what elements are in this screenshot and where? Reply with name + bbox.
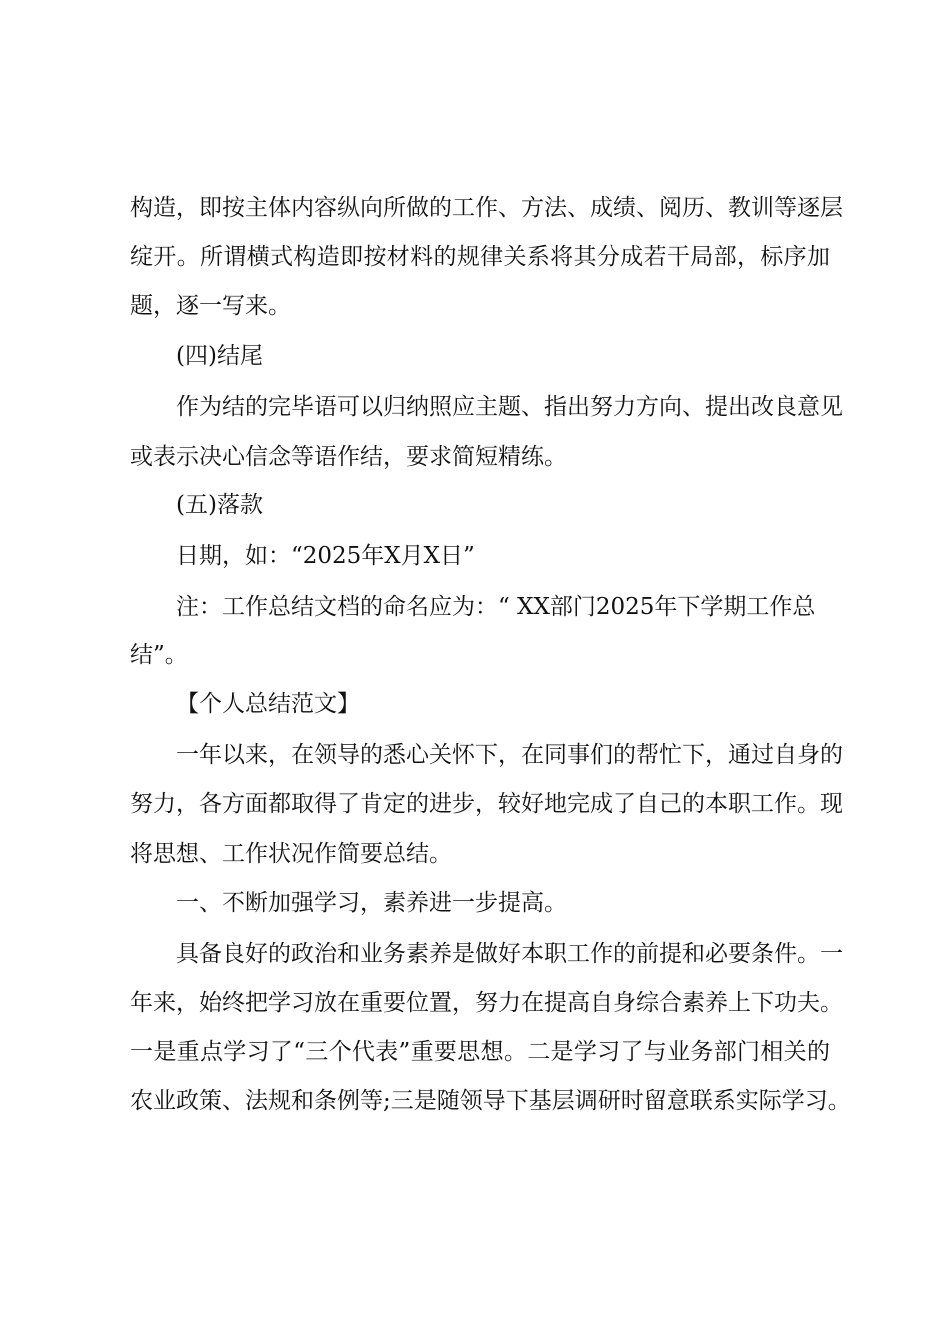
body-text-line: 努力，各方面都取得了肯定的进步，较好地完成了自己的本职工作。现 [130,791,843,817]
body-text-line: 题，逐一写来。 [130,293,291,319]
section-heading: (四)结尾 [176,343,263,369]
body-text-line: 日期，如：“2025年X月X日” [176,543,475,569]
section-heading: 一、不断加强学习，素养进一步提高。 [176,890,567,916]
body-text-line: 年来，始终把学习放在重要位置，努力在提高自身综合素养上下功夫。 [130,990,843,1016]
sample-heading: 【个人总结范文】 [176,691,360,717]
body-text-line: 将思想、工作状况作简要总结。 [130,841,452,867]
body-text-line: 一是重点学习了“三个代表”重要思想。二是学习了与业务部门相关的 [130,1039,830,1065]
body-text-line: 具备良好的政治和业务素养是做好本职工作的前提和必要条件。一 [176,941,843,967]
note-line: 注：工作总结文档的命名应为：“ XX部门2025年下学期工作总 [176,594,816,620]
body-text-line: 一年以来，在领导的悉心关怀下，在同事们的帮忙下，通过自身的 [176,742,843,768]
body-text-line: 或表示决心信念等语作结，要求简短精练。 [130,444,567,470]
section-heading: (五)落款 [176,492,263,518]
body-text-line: 绽开。所谓横式构造即按材料的规律关系将其分成若干局部，标序加 [130,244,830,270]
body-text-line: 作为结的完毕语可以归纳照应主题、指出努力方向、提出改良意见 [176,394,843,420]
body-text-line: 构造，即按主体内容纵向所做的工作、方法、成绩、阅历、教训等逐层 [130,195,843,221]
note-line: 结”。 [130,642,188,668]
body-text-line: 农业政策、法规和条例等;三是随领导下基层调研时留意联系实际学习。 [130,1088,851,1114]
